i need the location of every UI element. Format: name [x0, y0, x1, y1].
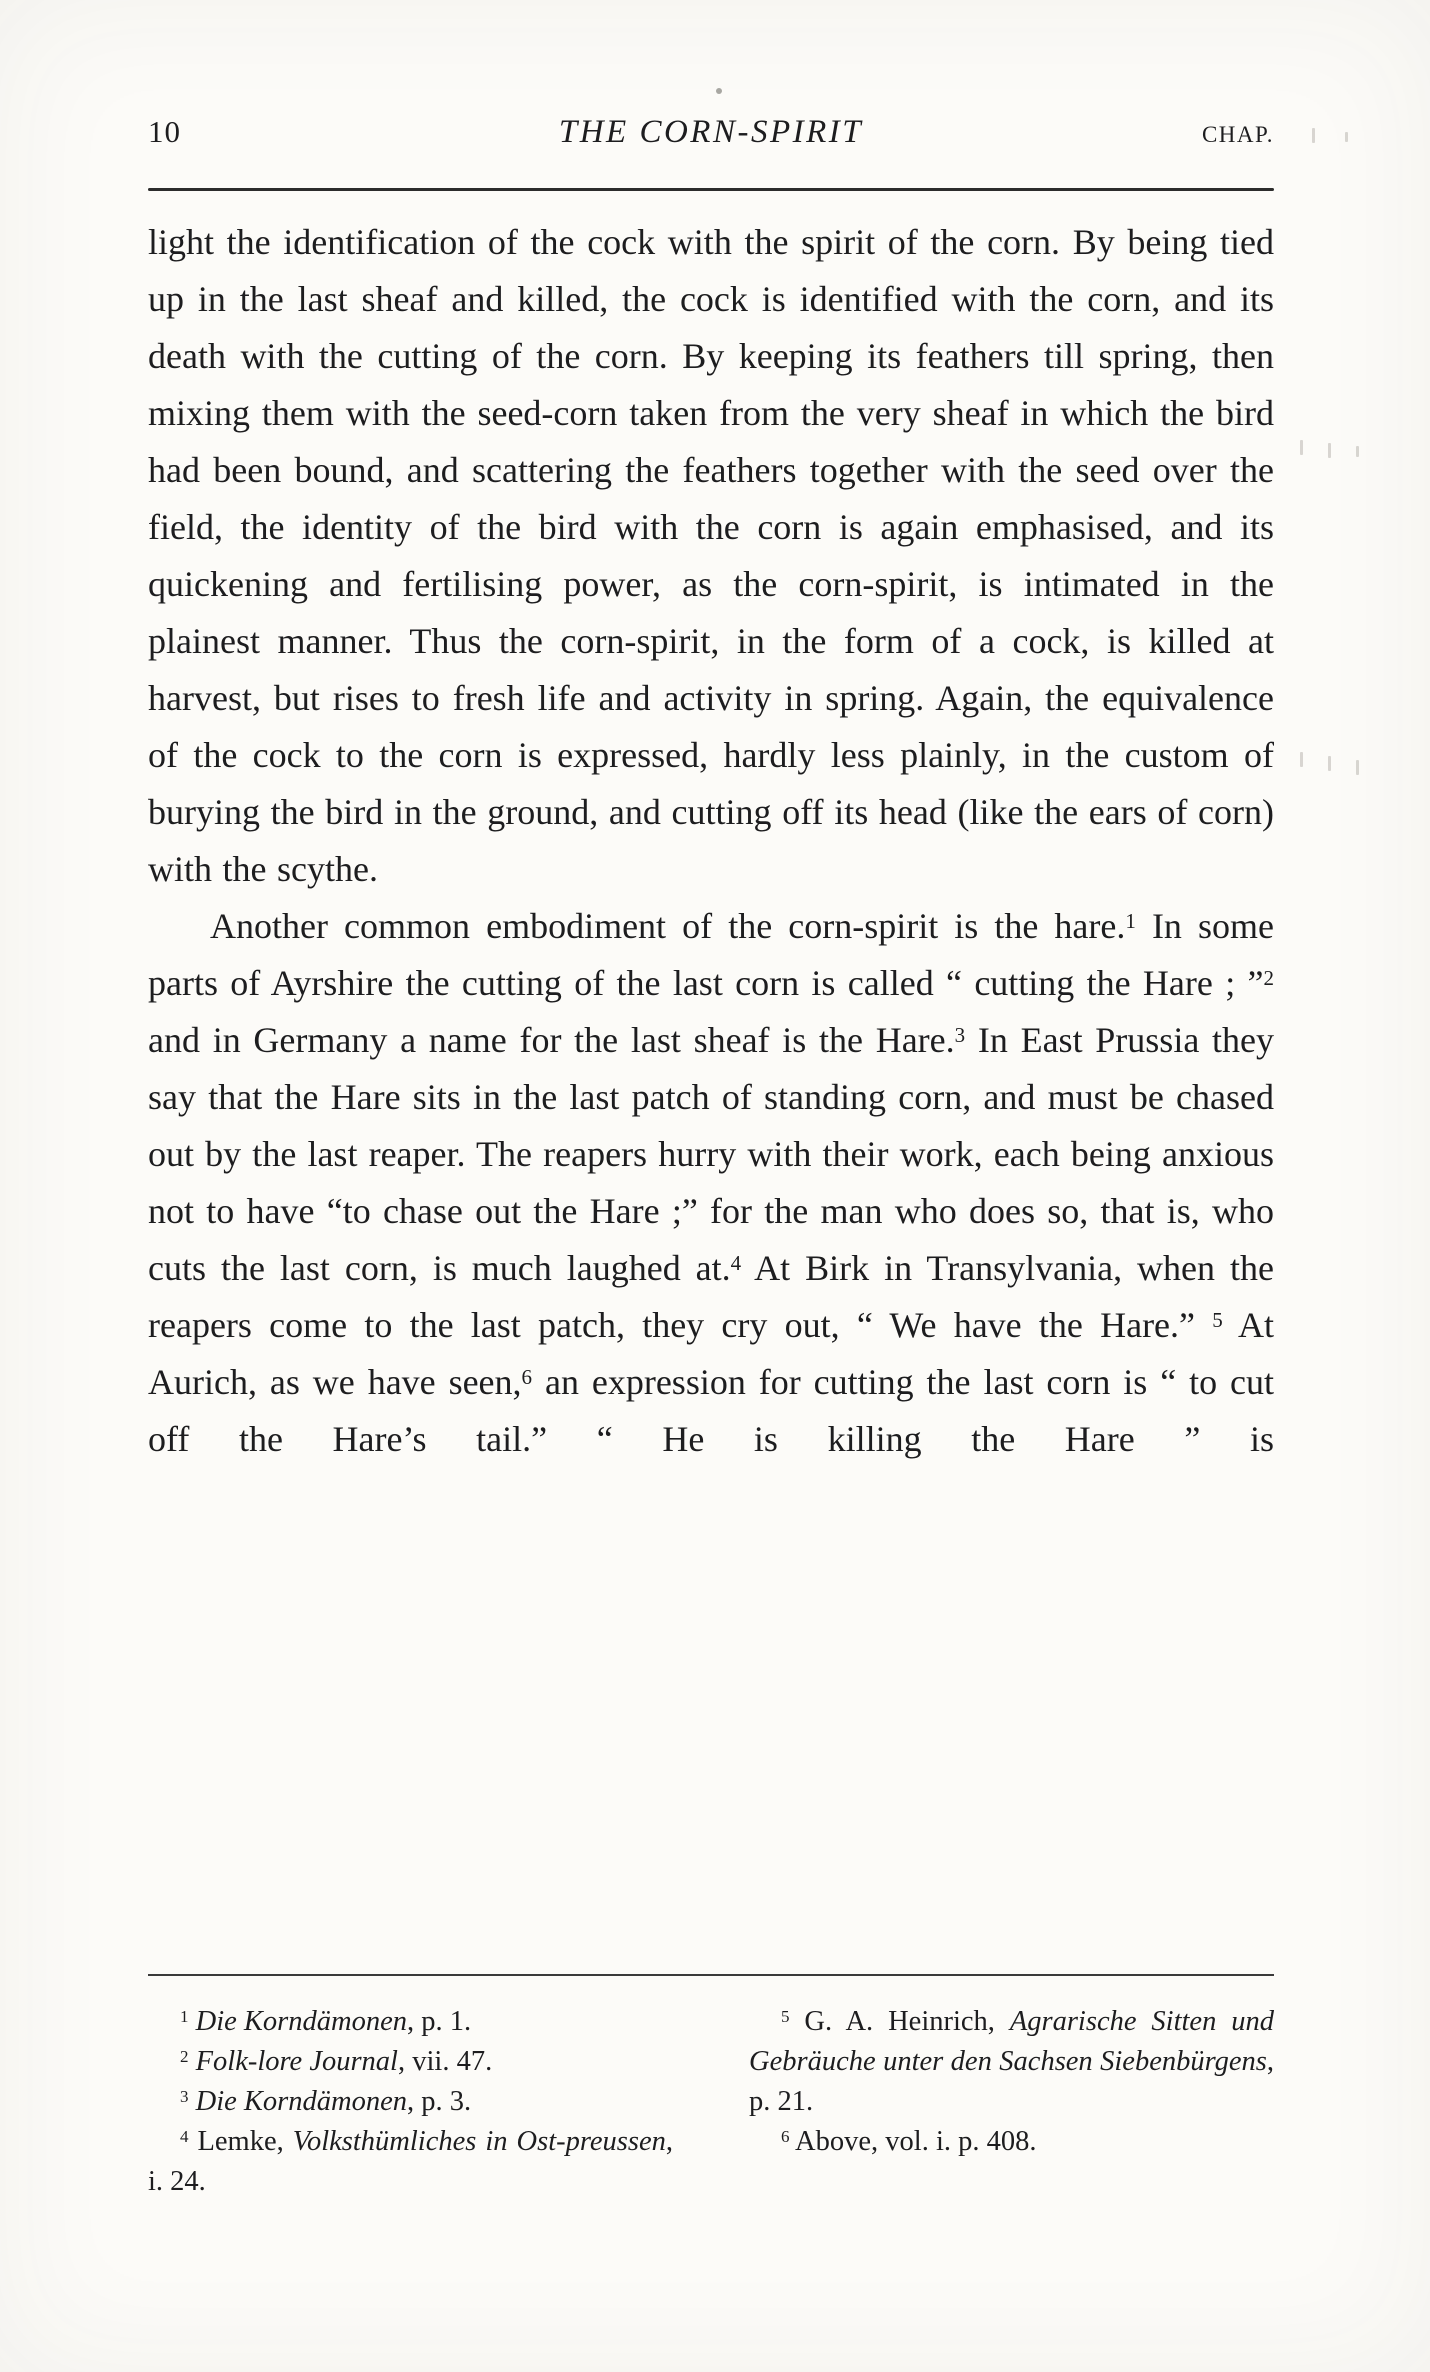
- footnote: [148, 2082, 673, 2122]
- text-run: an expression for cutting the last corn is “ to cut off the Hare’s tail.” “ He is killing the Hare ” is: [148, 1362, 1274, 1459]
- italic-text: Agrarische Sitten und Gebräuche unter den Sachsen Siebenbürgens: [749, 2006, 1274, 2077]
- scan-mark-icon: [1312, 128, 1315, 143]
- paragraph: [148, 214, 1274, 898]
- footnote: [749, 2122, 1274, 2162]
- footnote: [148, 2042, 673, 2082]
- footnote: [148, 2002, 673, 2042]
- chapter-label: CHAP.: [1201, 122, 1274, 147]
- header-rule: [148, 188, 1274, 191]
- footnote-marker: 6: [781, 2127, 790, 2146]
- footnote-marker: 4: [730, 1251, 742, 1275]
- text-run: At Aurich, as we have seen,: [148, 1305, 1274, 1402]
- text-run: [189, 2006, 196, 2037]
- text-run: , p. 3.: [406, 2086, 472, 2117]
- footnote-marker: 1: [1125, 909, 1136, 933]
- footnote-marker: 3: [954, 1023, 966, 1047]
- text-run: , p. 21.: [749, 2046, 1274, 2117]
- footnote-marker: 5: [1212, 1308, 1223, 1332]
- footnote-marker: 1: [180, 2007, 189, 2026]
- footnote-rule: [148, 1974, 1274, 1976]
- scan-speck: [716, 88, 722, 94]
- text-run: light the identification of the cock with the spirit of the corn. By being tied up in the last sheaf and killed, the cock is identified with the corn, and its death with the cutting of the corn. By keeping its feathers till spring, then mixing them with the seed-corn taken from the very sheaf in which the bird had been bound, and scattering the feathers together with the seed over the field, the identity of the bird with the corn is again emphasised, and its quickening and fertilising power, as the corn-spirit, is intimated in the plainest manner. Thus the corn-spirit, in the form of a cock, is killed at harvest, but rises to fresh life and activity in spring. Again, the equivalence of the cock to the corn is expressed, hardly less plainly, in the custom of burying the bird in the ground, and cutting off its head (like the ears of corn) with the scythe.: [148, 222, 1274, 889]
- footnote-marker: 2: [180, 2047, 189, 2066]
- footnote-marker: 5: [781, 2007, 790, 2026]
- italic-text: Folk-lore Journal: [195, 2046, 398, 2077]
- text-run: [189, 2086, 196, 2117]
- scan-mark-icon: [1345, 132, 1348, 142]
- page-number: 10: [148, 114, 181, 149]
- scan-mark-icon: [1356, 446, 1359, 457]
- italic-text: Volksthümliches in Ost-preussen: [292, 2126, 666, 2157]
- footnote-marker: 6: [521, 1365, 533, 1389]
- text-run: Another common embodiment of the corn-spirit is the hare.: [210, 906, 1126, 946]
- italic-text: Die Korndämonen: [195, 2086, 407, 2117]
- scan-mark-icon: [1300, 752, 1303, 767]
- text-run: In some parts of Ayrshire the cutting of the last corn is called “ cutting the Hare ; ”: [148, 906, 1275, 1003]
- text-run: , i. 24.: [148, 2126, 673, 2197]
- footnote: [148, 2122, 673, 2202]
- footnote-column-left: [148, 2002, 673, 2202]
- footnote-marker: 3: [180, 2087, 189, 2106]
- text-run: , vii. 47.: [397, 2046, 493, 2077]
- scan-mark-icon: [1356, 760, 1359, 775]
- text-run: [189, 2046, 196, 2077]
- footnote: [749, 2002, 1274, 2122]
- footnote-marker: 2: [1263, 966, 1274, 990]
- footnotes: [148, 2002, 1274, 2202]
- paragraph: [148, 898, 1274, 1468]
- body-text: [148, 214, 1274, 1468]
- text-run: Above, vol. i. p. 408.: [789, 2126, 1037, 2157]
- text-run: and in Germany a name for the last sheaf is the Hare.: [148, 1020, 955, 1060]
- footnote-column-right: [749, 2002, 1274, 2202]
- text-run: At Birk in Transylvania, when the reapers come to the last patch, they cry out, “ We have the Hare.”: [148, 1248, 1274, 1345]
- text-run: In East Prussia they say that the Hare sits in the last patch of standing corn, and must be chased out by the last reaper. The reapers hurry with their work, each being anxious not to have “to chase out the Hare ;” for the man who does so, that is, who cuts the last corn, is much laughed at.: [148, 1020, 1275, 1288]
- text-run: , p. 1.: [406, 2006, 472, 2037]
- text-run: Lemke,: [188, 2126, 293, 2157]
- scan-mark-icon: [1300, 440, 1303, 455]
- scan-mark-icon: [1328, 443, 1331, 458]
- scan-mark-icon: [1328, 756, 1331, 771]
- page-header: [148, 114, 1274, 151]
- footnote-marker: 4: [180, 2127, 189, 2146]
- text-run: G. A. Heinrich,: [789, 2006, 1010, 2037]
- italic-text: Die Korndämonen: [195, 2006, 407, 2037]
- running-title: THE CORN-SPIRIT: [558, 114, 864, 150]
